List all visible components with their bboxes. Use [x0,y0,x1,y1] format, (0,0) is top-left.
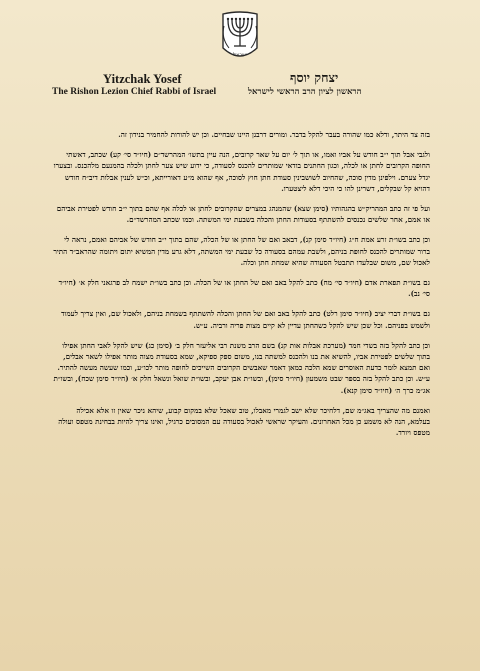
paragraph: וכן כתב בשו״ת זרע אמת ח״ג (חיו״ד סימן קנ), דבאב ואם של החתן או של הכלה, שהם בתוך י״ב חודש של אביהם ואמם, נראה לי ברור שמותרים להכנס לחופת בניהם, ולשבת עמהם בסעודה כל שבעת ימי המשתה, דלא גרע מדין המשיא יתום ויתומה שהראב״ד התיר לאכול שם, משום שבלעדו תתבטל הסעודה שהיא שמחת חתן וכלה. [53,235,430,267]
rabbi-title-hebrew: הראשון לציון הרב הראשי לישראל [248,87,362,97]
letterhead [0,0,480,110]
paragraph: ואמנם מה שהצריך באג״מ שם, דלחיכר שלא ישב לגמרי מאבלו, טוב שאכל שלא במקום קבוע, שיהא ניכר שאין זו אלא אכילה בעלמא, הנה לא משמע כן מכל האחרונים. והעיקר שראשי לאכול בסעודה עם המסובים כרגיל, ואינו צריך להיות בבחינת מטפס ועולה מטפס ויורד. [58,405,430,438]
paragraph: גם בשו״ת דברי יציב (חיו״ד סימן רלט) כתב להקל באב ואם של החתן והכלה להשתתף בשמחת בניהם, ולאכול שם, ואין צריך לעמוד ולשמש בפניהם. וכל שכן שיש להקל כשהחתן עדיין לא קיים מצות פריה ורביה. ע״ש. [61,309,430,330]
paragraph: בזה צד היתר, ודלא כמו שהורה בעבר להקל בדבר. ומורים דרבנן היינו שבחיים. וכן יש להורות להחמיר בנידון זה. [118,130,430,139]
paragraph: ולגבי אבל תוך י״ב חודש על אביו ואמו, או תוך ל׳ יום על שאר קרובים, הנה עיין בתשו׳ המהרשד״ם (חיו״ד סי׳ קע) שכתב, דאשתי החופה הקרובים לחתן או לכלה, וכגון החתנים בודאי שמותרים להכנס לסעודה, כי ידוע שיש צער לחתן ולכלה בהמנעם מלהכנס. ובצערו יגדל צערם. וילפינן מדין סוכה, שהחיוב לשושבינין סעודת חתן חוץ לסוכה, אף שהוא מ״ע דאורייתא, וכ״ש לענין אבלות דיב״ח חודש דהויא קל שבקלים, דשרינן להו כי היכי דלא ליצטערו. [53,150,430,193]
paragraph: וכן כתב להקל בזה בשדי חמד (מערכת אבלות אות קנ) בשם הרב משנת רבי אליעזר חלק ב׳ (סימן כג) שיש להקל לאבי החתן אפילו בתוך שלשים לפטירת אביו, להשיא את בנו ולהכנס למשתה בנו, משום ספק ספיקא, שמא בסעודת מצוה מותר אפילו לשאר אבלים, ואם תמצא לומר כדעת האוסרים שמא הלכה כמאן דאמר שאבשים הקרובים השייכים לחופה מותר לכו״ע, וכמו שעשה מעשה להתיר. ע״ש. וכן כתב להקל בזה בספר שבט משמעון (חיו״ד סימן), ובשו״ת אבן יעקב, ובשו״ת שואל ונשאל חלק א׳ (חיו״ד סימן שכח), ובשו״ת אג״מ כרך ה׳ (חיו״ד סימן קנא). [53,340,430,395]
rabbi-title-english: The Rishon Lezion Chief Rabbi of Israel [52,87,217,97]
rabbi-name-english: Yitzchak Yosef [103,72,182,86]
letter-body [52,129,430,447]
paragraph: גם בשו״ת תפארת אדם (חיו״ד סי׳ מח) כתב להקל באב ואם של החתן או של הכלה. וכן כתב בשו״ת ישמח לב פרגאני חלק א׳ (חיו״ד סי׳ נב). [58,278,430,299]
paragraph: ועל פי זה כתב המהריק״ש בהגהותיו (סימן שצא) שהמנהג במצרים שהקרובים לחתן או לכלה אף שהם בתוך י״ב חודש לפטירת אביהם או אמם, אחר שלשים נכנסים להשתתף בסעודות החתן והכלה בשבעת ימי המשתה. וכמו שכתב המהרשד״ם. [56,204,430,225]
menorah-emblem-icon [215,8,265,66]
rabbi-name-hebrew: יצחק יוסף [290,70,339,85]
emblem-inscription: ישראל [233,52,247,58]
